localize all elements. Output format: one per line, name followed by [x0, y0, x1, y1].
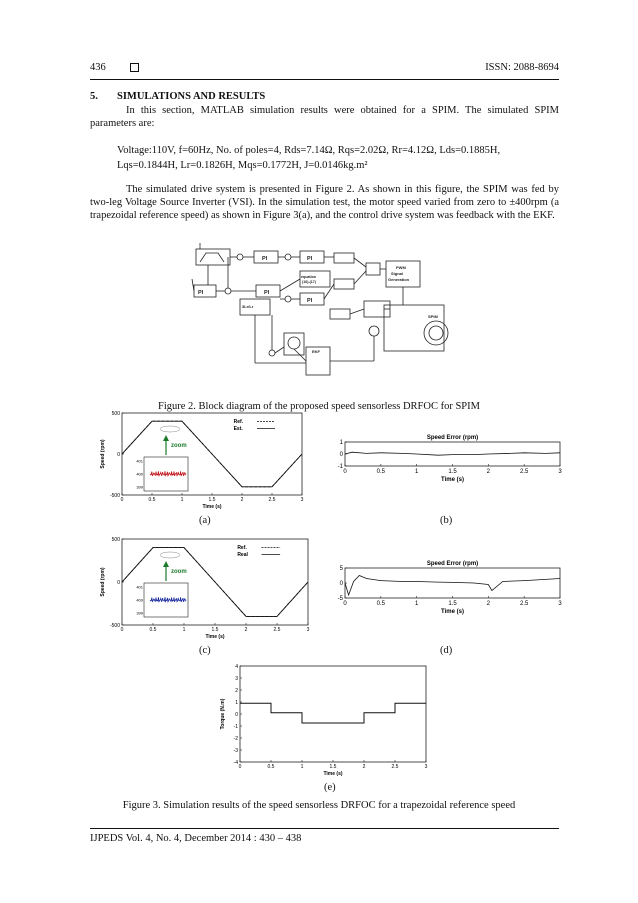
y-tick-label: 0	[339, 452, 343, 459]
x-tick-label: 0	[120, 497, 124, 503]
chart-title: Speed Error (rpm)	[426, 435, 479, 441]
x-axis-label: Time (s)	[323, 771, 343, 777]
x-tick-label: 0	[343, 601, 347, 607]
legend-entry: Ref.	[237, 545, 247, 551]
sub-label-e: (e)	[324, 782, 336, 793]
inset-tick-label: 401	[136, 584, 143, 590]
section-heading	[90, 91, 265, 102]
x-tick-label: 0.5	[148, 497, 156, 503]
series-line-0	[345, 576, 560, 596]
series-line-0	[345, 452, 560, 455]
chart-title: Speed Error (rpm)	[426, 561, 479, 567]
zoom-label: zoom	[171, 569, 187, 575]
x-axis-label: Time (s)	[441, 609, 464, 615]
svg-text:equation: equation	[301, 275, 316, 279]
svg-text:PI: PI	[262, 256, 268, 262]
intro-paragraph: In this section, MATLAB simulation results were obtained for a SPIM. The simulated SPIM parameters are:	[90, 105, 559, 129]
legend-entry: Ref.	[233, 419, 244, 425]
y-axis-label: Torque (N.m)	[220, 698, 226, 730]
inset-tick-label: 399	[136, 484, 143, 490]
y-tick-label: -3	[233, 747, 238, 754]
x-tick-label: 1.5	[211, 627, 219, 633]
x-tick-label: 2.5	[273, 627, 281, 633]
x-tick-label: 0.5	[376, 601, 386, 607]
header-rule	[90, 79, 559, 80]
speed-profile-block	[196, 249, 230, 265]
plot-frame	[240, 666, 426, 762]
x-tick-label: 1	[300, 764, 304, 770]
inset-tick-label: 401	[136, 458, 143, 464]
y-tick-label: 2	[235, 687, 238, 694]
x-tick-label: 1	[414, 601, 419, 607]
chart-speed-estimated	[98, 407, 308, 511]
x-tick-label: 1.5	[448, 601, 457, 607]
block-diagram	[188, 243, 460, 391]
page-number: 436	[90, 62, 106, 73]
x-axis-label: Time (s)	[205, 634, 225, 640]
sub-label-d: (d)	[440, 645, 453, 656]
figure-3-caption: Figure 3. Simulation results of the speed sensorless DRFOC for a trapezoidal reference speed	[122, 800, 516, 811]
footer-rule	[90, 828, 559, 829]
x-tick-label: 2.5	[519, 469, 529, 475]
legend-entry: Real	[237, 552, 248, 558]
y-tick-label: -1	[233, 723, 238, 730]
y-tick-label: 1	[235, 699, 238, 706]
svg-text:PI: PI	[198, 290, 204, 296]
x-tick-label: 1.5	[208, 497, 216, 503]
section-number: 5.	[90, 91, 98, 102]
issn: ISSN: 2088-8694	[485, 62, 559, 73]
x-tick-label: 3	[300, 497, 304, 503]
x-axis-label: Time (s)	[441, 477, 464, 483]
y-tick-label: -5	[337, 596, 343, 603]
legend-entry: Est.	[233, 426, 243, 432]
journal-footer: IJPEDS Vol. 4, No. 4, December 2014 : 430 – 438	[90, 833, 302, 844]
y-tick-label: 5	[339, 566, 343, 573]
y-tick-label: -2	[233, 735, 238, 742]
inset-tick-label: 400	[136, 471, 143, 477]
x-tick-label: 0.5	[149, 627, 157, 633]
x-tick-label: 0	[238, 764, 242, 770]
y-axis-label: Speed (rpm)	[100, 439, 106, 469]
running-header	[90, 62, 559, 78]
x-tick-label: 3	[306, 627, 310, 633]
plot-frame	[345, 442, 560, 466]
x-tick-label: 1.5	[448, 469, 457, 475]
zoom-region-marker	[160, 552, 180, 558]
chart-torque	[218, 660, 438, 782]
x-tick-label: 2	[240, 497, 244, 503]
svg-text:SPIM: SPIM	[428, 314, 438, 319]
figure-2-caption: Figure 2. Block diagram of the proposed speed sensorless DRFOC for SPIM	[158, 401, 480, 412]
x-tick-label: 3	[558, 469, 562, 475]
zoom-arrowhead-icon	[163, 561, 169, 567]
chart-speed-error-estimated	[325, 430, 570, 492]
plot-frame	[345, 568, 560, 598]
y-tick-label: 0	[339, 581, 343, 588]
equation-block	[300, 271, 330, 287]
y-tick-label: 4	[235, 663, 238, 670]
y-tick-label: 3	[235, 675, 238, 682]
x-tick-label: 3	[424, 764, 428, 770]
sub-label-b: (b)	[440, 515, 453, 526]
parameter-list	[117, 143, 559, 173]
inset-tick-label: 399	[136, 610, 143, 616]
x-tick-label: 0.5	[267, 764, 275, 770]
svg-text:3Lr/Lr: 3Lr/Lr	[242, 304, 254, 309]
svg-text:EKF: EKF	[312, 349, 320, 354]
square-bullet-icon	[130, 63, 139, 72]
x-tick-label: 0	[343, 469, 347, 475]
svg-text:(16)-(17): (16)-(17)	[302, 280, 316, 284]
y-axis-label: Speed (rpm)	[100, 567, 106, 597]
sub-label-a: (a)	[199, 515, 211, 526]
x-tick-label: 2.5	[268, 497, 276, 503]
x-tick-label: 2.5	[391, 764, 399, 770]
x-tick-label: 1	[182, 627, 186, 633]
y-tick-label: 0	[235, 711, 238, 718]
inset-tick-label: 400	[136, 597, 143, 603]
y-tick-label: 0	[117, 579, 120, 586]
y-tick-label: 0	[117, 451, 120, 458]
x-tick-label: 1	[414, 469, 419, 475]
svg-text:Generation: Generation	[388, 277, 410, 282]
x-tick-label: 2	[362, 764, 366, 770]
parameter-line-1: Voltage:110V, f=60Hz, No. of poles=4, Rds=7.14Ω, Rqs=2.02Ω, Rr=4.12Ω, Lds=0.1885H,	[117, 145, 501, 156]
zoom-arrowhead-icon	[163, 435, 169, 441]
y-tick-label: -1	[337, 464, 343, 471]
y-tick-label: 1	[339, 440, 343, 447]
sub-label-c: (c)	[199, 645, 211, 656]
y-tick-label: 500	[111, 536, 120, 543]
chart-speed-error-real	[325, 558, 570, 622]
svg-text:PI: PI	[307, 298, 313, 304]
y-tick-label: -500	[109, 492, 120, 499]
svg-text:PI: PI	[307, 256, 313, 262]
x-tick-label: 3	[558, 601, 562, 607]
svg-text:PWM: PWM	[396, 265, 406, 270]
x-tick-label: 2.5	[519, 601, 529, 607]
chart-speed-real	[98, 533, 313, 643]
svg-text:PI: PI	[264, 290, 270, 296]
y-tick-label: 500	[111, 410, 120, 417]
zoom-label: zoom	[171, 443, 187, 449]
x-tick-label: 1	[180, 497, 184, 503]
x-tick-label: 0.5	[376, 469, 386, 475]
body-paragraph: The simulated drive system is presented in Figure 2. As shown in this figure, the SPIM was fed by two-leg Voltage Source Inverter (VSI). In the simulation test, the motor speed varied from zero to ±400rpm (a trapezoidal reference speed) as shown in Figure 3(a), and the control drive system was feedback with the EKF.	[90, 184, 559, 221]
y-tick-label: -4	[233, 759, 238, 766]
inverter-block	[384, 305, 444, 351]
series-line-0	[240, 703, 426, 723]
x-tick-label: 2	[486, 469, 491, 475]
y-tick-label: -500	[109, 622, 120, 629]
x-tick-label: 2	[244, 627, 248, 633]
zoom-region-marker	[160, 426, 180, 432]
parameter-line-2: Lqs=0.1844H, Lr=0.1826H, Mqs=0.1772H, J=0.0146kg.m²	[117, 160, 368, 171]
x-axis-label: Time (s)	[202, 504, 222, 510]
section-title: SIMULATIONS AND RESULTS	[117, 91, 266, 102]
svg-text:Signal: Signal	[391, 271, 404, 276]
x-tick-label: 2	[486, 601, 491, 607]
x-tick-label: 1.5	[329, 764, 337, 770]
x-tick-label: 0	[120, 627, 124, 633]
